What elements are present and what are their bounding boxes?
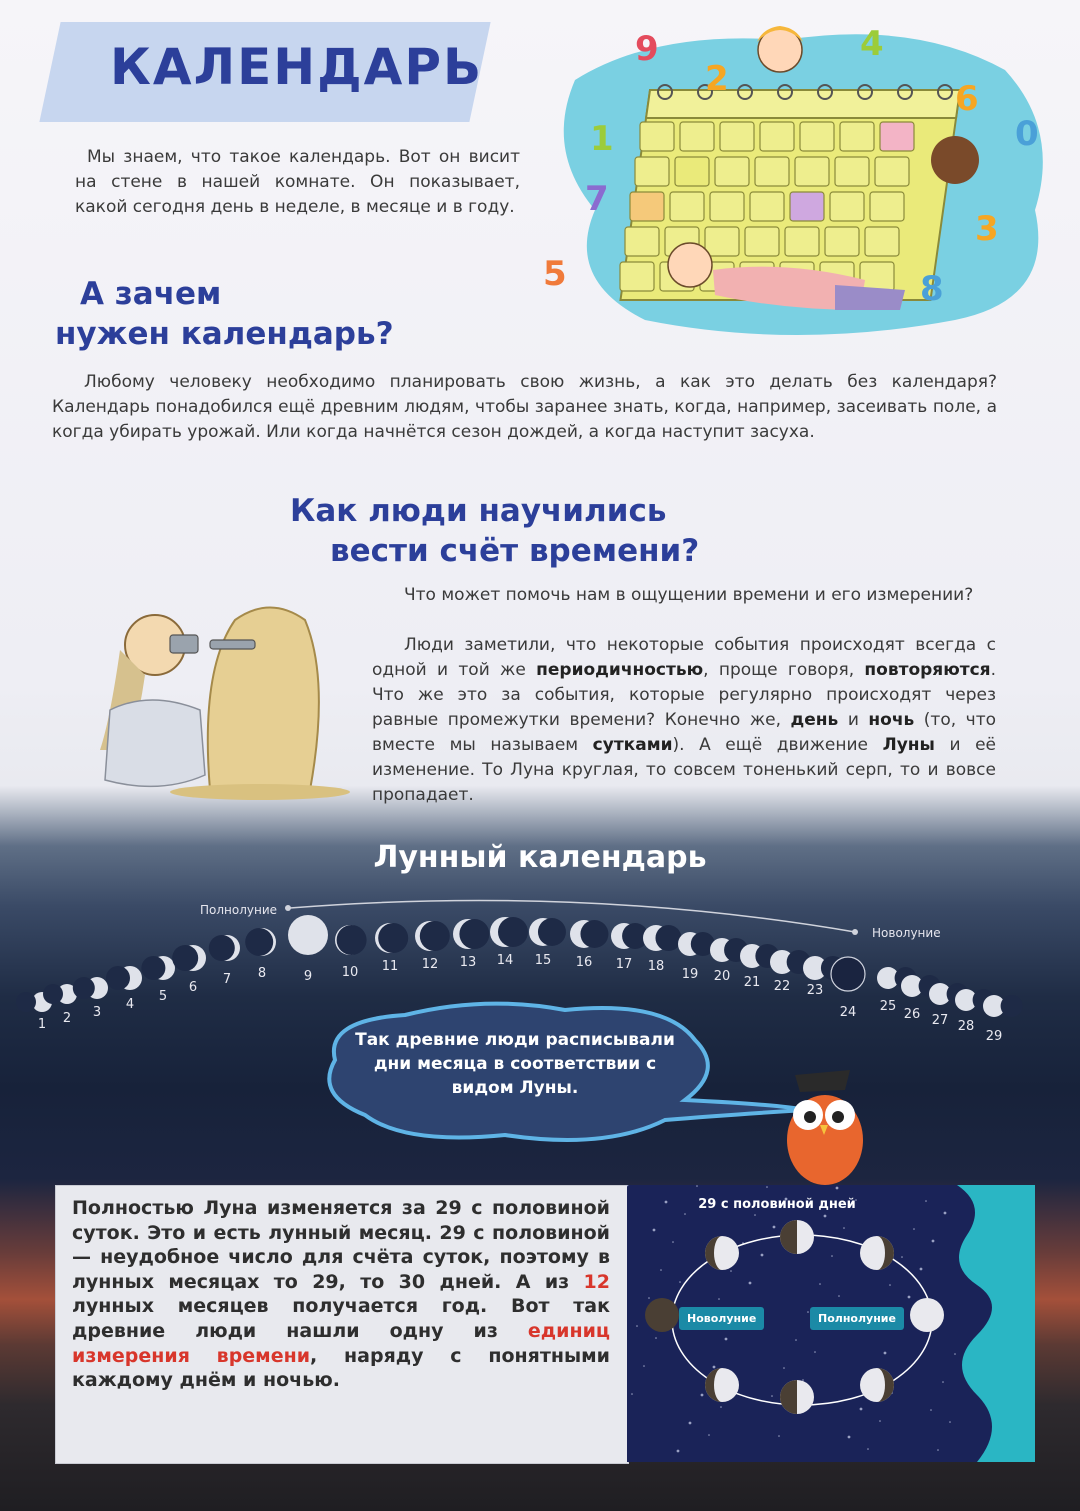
star (708, 1434, 710, 1436)
moon-day-number: 24 (839, 1005, 857, 1020)
star (720, 1406, 722, 1408)
star (783, 1367, 785, 1369)
text-run: лунных месяцев получается год. Вот так древние люди нашли одну из (72, 1295, 610, 1342)
moon-shadow (420, 921, 450, 951)
star (677, 1450, 680, 1453)
highlight-time-unit: единиц измерения времени (72, 1319, 610, 1367)
star (838, 1295, 840, 1297)
section2-heading-line2: вести счёт времени? (330, 533, 700, 569)
calendar-cell (675, 157, 709, 186)
star (660, 1269, 662, 1271)
section1-heading-line2: нужен календарь? (55, 316, 394, 352)
digit-6: 6 (955, 79, 979, 119)
star (648, 1297, 650, 1299)
star (643, 1365, 645, 1367)
moon-day-number: 12 (421, 957, 439, 972)
moon-shadow (1001, 995, 1023, 1017)
highlight-12: 12 (583, 1270, 610, 1293)
star (930, 1409, 932, 1411)
calendar-cell (640, 122, 674, 151)
calendar-cell (860, 262, 894, 291)
text-run: , наряду с понятными каждому днём и ночью. (72, 1344, 610, 1392)
star (954, 1353, 956, 1355)
star (843, 1227, 845, 1229)
star (913, 1228, 915, 1230)
moon-day-number: 18 (647, 959, 665, 974)
calendar-cell (800, 122, 834, 151)
term-repeat: повторяются (864, 660, 991, 680)
calendar-cell (755, 157, 789, 186)
term-night: ночь (868, 710, 915, 730)
moon-shadow (245, 928, 273, 956)
calendar-cell (720, 122, 754, 151)
calendar-cell (620, 262, 654, 291)
term-moon: Луны (882, 735, 935, 755)
star (889, 1284, 891, 1286)
star (819, 1283, 821, 1285)
cycle-full-moon-label: Полнолуние (810, 1307, 904, 1330)
star (730, 1270, 732, 1272)
calendar-cell (715, 157, 749, 186)
digit-7: 7 (585, 179, 609, 219)
digit-8: 8 (920, 269, 944, 309)
star (942, 1381, 944, 1383)
star (795, 1339, 797, 1341)
star (689, 1422, 692, 1425)
calendar-cell (870, 192, 904, 221)
moon-day-number: 27 (931, 1013, 949, 1028)
moon-day-number: 22 (773, 979, 791, 994)
moon-day-number: 11 (381, 959, 399, 974)
star (944, 1212, 947, 1215)
star (908, 1296, 911, 1299)
star (655, 1337, 657, 1339)
moon-day-number: 21 (743, 975, 761, 990)
moon-day-number: 1 (37, 1017, 47, 1032)
moon-day-number: 14 (496, 953, 514, 968)
text-run: и (838, 710, 869, 730)
calendar-cell (705, 227, 739, 256)
star (867, 1448, 869, 1450)
calendar-cell (865, 227, 899, 256)
digit-0: 0 (1015, 114, 1039, 154)
term-periodicity: периодичностью (536, 660, 704, 680)
moon-shadow (538, 918, 566, 946)
calendar-cell (835, 157, 869, 186)
calendar-cell (745, 227, 779, 256)
moon-day-number: 8 (257, 966, 267, 981)
moon-day-number: 25 (879, 999, 897, 1014)
text-run: (то, что вместе мы называем (372, 710, 996, 755)
calendar-cell (840, 122, 874, 151)
digit-9: 9 (635, 29, 659, 69)
moon-day-number: 19 (681, 967, 699, 982)
cycle-moon-shadow (780, 1220, 797, 1254)
moon-day-number: 10 (341, 965, 359, 980)
calendar-cell (880, 122, 914, 151)
star (814, 1351, 816, 1353)
arc-endpoint (852, 929, 858, 935)
moon-shadow (43, 984, 63, 1004)
text-run: Полностью Луна изменяется за 29 с половиной суток. Это и есть лунный месяц. 29 с половиной — неудобное число для счёта суток, поэтому в лунных месяцах то 29, то 30 дней. А из (72, 1197, 610, 1293)
star (627, 1185, 628, 1186)
new-moon-label: Новолуние (872, 926, 941, 940)
moon-shadow (580, 920, 608, 948)
star (807, 1311, 809, 1313)
star (901, 1256, 903, 1258)
calendar-cell (625, 227, 659, 256)
star (836, 1187, 839, 1190)
star (754, 1214, 756, 1216)
calendar-cell (710, 192, 744, 221)
moon-shadow (655, 925, 681, 951)
calendar-cell (750, 192, 784, 221)
calendar-cell (825, 227, 859, 256)
calendar-cell (760, 122, 794, 151)
star (749, 1282, 752, 1285)
calendar-cell (790, 192, 824, 221)
star (932, 1240, 935, 1243)
page-title: КАЛЕНДАРЬ (110, 38, 484, 96)
star (679, 1281, 681, 1283)
digit-2: 2 (705, 59, 729, 99)
section1-heading-line1: А зачем (80, 276, 222, 312)
moon-cycle-diagram (627, 1185, 1035, 1462)
calendar-cell (670, 192, 704, 221)
star (718, 1298, 720, 1300)
star (653, 1229, 656, 1232)
moon-phase (831, 957, 865, 991)
moon-day-number: 4 (125, 997, 135, 1012)
star (824, 1215, 827, 1218)
calendar-illustration (535, 10, 1065, 345)
section1-text: Любому человеку необходимо планировать свою жизнь, а как это делать без календаря? Календарь понадобился ещё древним людям, чтобы заранее знать, когда, например, засеивать поле, а когда убирать урожай. Или когда начнётся сезон дождей, а когда наступит засуха. (52, 372, 997, 442)
section2-heading-line1: Как люди научились (290, 493, 667, 529)
star (831, 1255, 833, 1257)
moon-day-number: 20 (713, 969, 731, 984)
text-run: . Что же это за события, которые регулярно происходят через равные промежутки времени? Конечно же, (372, 660, 996, 730)
lunar-heading: Лунный календарь (373, 840, 707, 875)
star (773, 1226, 776, 1229)
moon-shadow (498, 917, 528, 947)
moon-day-number: 3 (92, 1005, 102, 1020)
moon-day-number: 26 (903, 1007, 921, 1022)
intro-text: Мы знаем, что такое календарь. Вот он висит на стене в нашей комнате. Он показывает, какой сегодня день в неделе, в месяце и в году. (75, 147, 520, 217)
star (937, 1449, 939, 1451)
term-day-night: сутками (592, 735, 673, 755)
star (778, 1435, 780, 1437)
arc-startpoint (285, 905, 291, 911)
star (920, 1268, 923, 1271)
star (884, 1352, 887, 1355)
star (766, 1186, 768, 1188)
star (802, 1379, 804, 1381)
cycle-moon (645, 1298, 679, 1332)
star (684, 1213, 686, 1215)
moon-day-number: 7 (222, 972, 232, 987)
moon-day-number: 15 (534, 953, 552, 968)
calendar-cell (830, 192, 864, 221)
moon-shadow (172, 945, 198, 971)
star (949, 1421, 951, 1423)
full-moon-label: Полнолуние (200, 903, 278, 917)
cycle-moon-shadow (780, 1380, 797, 1414)
moon-shadow (16, 992, 36, 1012)
text-run: , проще говоря, (703, 660, 865, 680)
star (672, 1241, 674, 1243)
calendar-cell (875, 157, 909, 186)
moon-day-number: 6 (188, 980, 198, 995)
moon-shadow (209, 935, 235, 961)
star (713, 1366, 716, 1369)
star (860, 1408, 863, 1411)
cycle-new-moon-label: Новолуние (679, 1307, 764, 1330)
owl-illustration (770, 1060, 880, 1190)
digit-5: 5 (543, 254, 567, 294)
moon-day-number: 17 (615, 957, 633, 972)
calendar-cell (680, 122, 714, 151)
digit-3: 3 (975, 209, 999, 249)
cycle-moon (910, 1298, 944, 1332)
moon-day-number: 29 (985, 1029, 1003, 1044)
term-day: день (790, 710, 839, 730)
calendar-cell (795, 157, 829, 186)
moon-day-number: 16 (575, 955, 593, 970)
star (701, 1394, 704, 1397)
cycle-title: 29 с половиной дней (698, 1197, 856, 1212)
star (848, 1436, 851, 1439)
star (879, 1420, 881, 1422)
bottom-text (72, 1196, 610, 1393)
caveman-illustration (90, 600, 350, 800)
star (771, 1395, 773, 1397)
calendar-cell (635, 157, 669, 186)
star (636, 1325, 638, 1327)
section2-para1: Что может помочь нам в ощущении времени и его измерении? (404, 585, 974, 605)
section2-para2 (372, 633, 996, 808)
text-run: Люди заметили, что некоторые события происходят всегда с одной и той же (372, 635, 996, 680)
moon-shadow (106, 966, 130, 990)
moon-day-number: 28 (957, 1019, 975, 1034)
moon-phase (288, 915, 328, 955)
moon-shadow (459, 919, 489, 949)
star (725, 1338, 728, 1341)
moon-day-number: 5 (158, 989, 168, 1004)
digit-4: 4 (860, 24, 884, 64)
calendar-cell (630, 192, 664, 221)
moon-shadow (73, 977, 95, 999)
moon-day-number: 23 (806, 983, 824, 998)
star (761, 1254, 764, 1257)
text-run: и её изменение. То Луна круглая, то совсем тоненький серп, то и вовсе пропадает. (372, 735, 996, 805)
star (631, 1393, 633, 1395)
moon-shadow (378, 923, 408, 953)
moon-shadow (141, 956, 165, 980)
calendar-cell (785, 227, 819, 256)
digit-1: 1 (590, 119, 614, 159)
moon-day-number: 2 (62, 1011, 72, 1026)
moon-day-number: 13 (459, 955, 477, 970)
moon-day-number: 9 (303, 969, 313, 984)
text-run: ). А ещё движение (672, 735, 883, 755)
star (696, 1185, 698, 1187)
moon-shadow (337, 925, 367, 955)
bubble-text: Так древние люди расписывали дни месяца в соответствии с видом Луны. (355, 1030, 675, 1098)
